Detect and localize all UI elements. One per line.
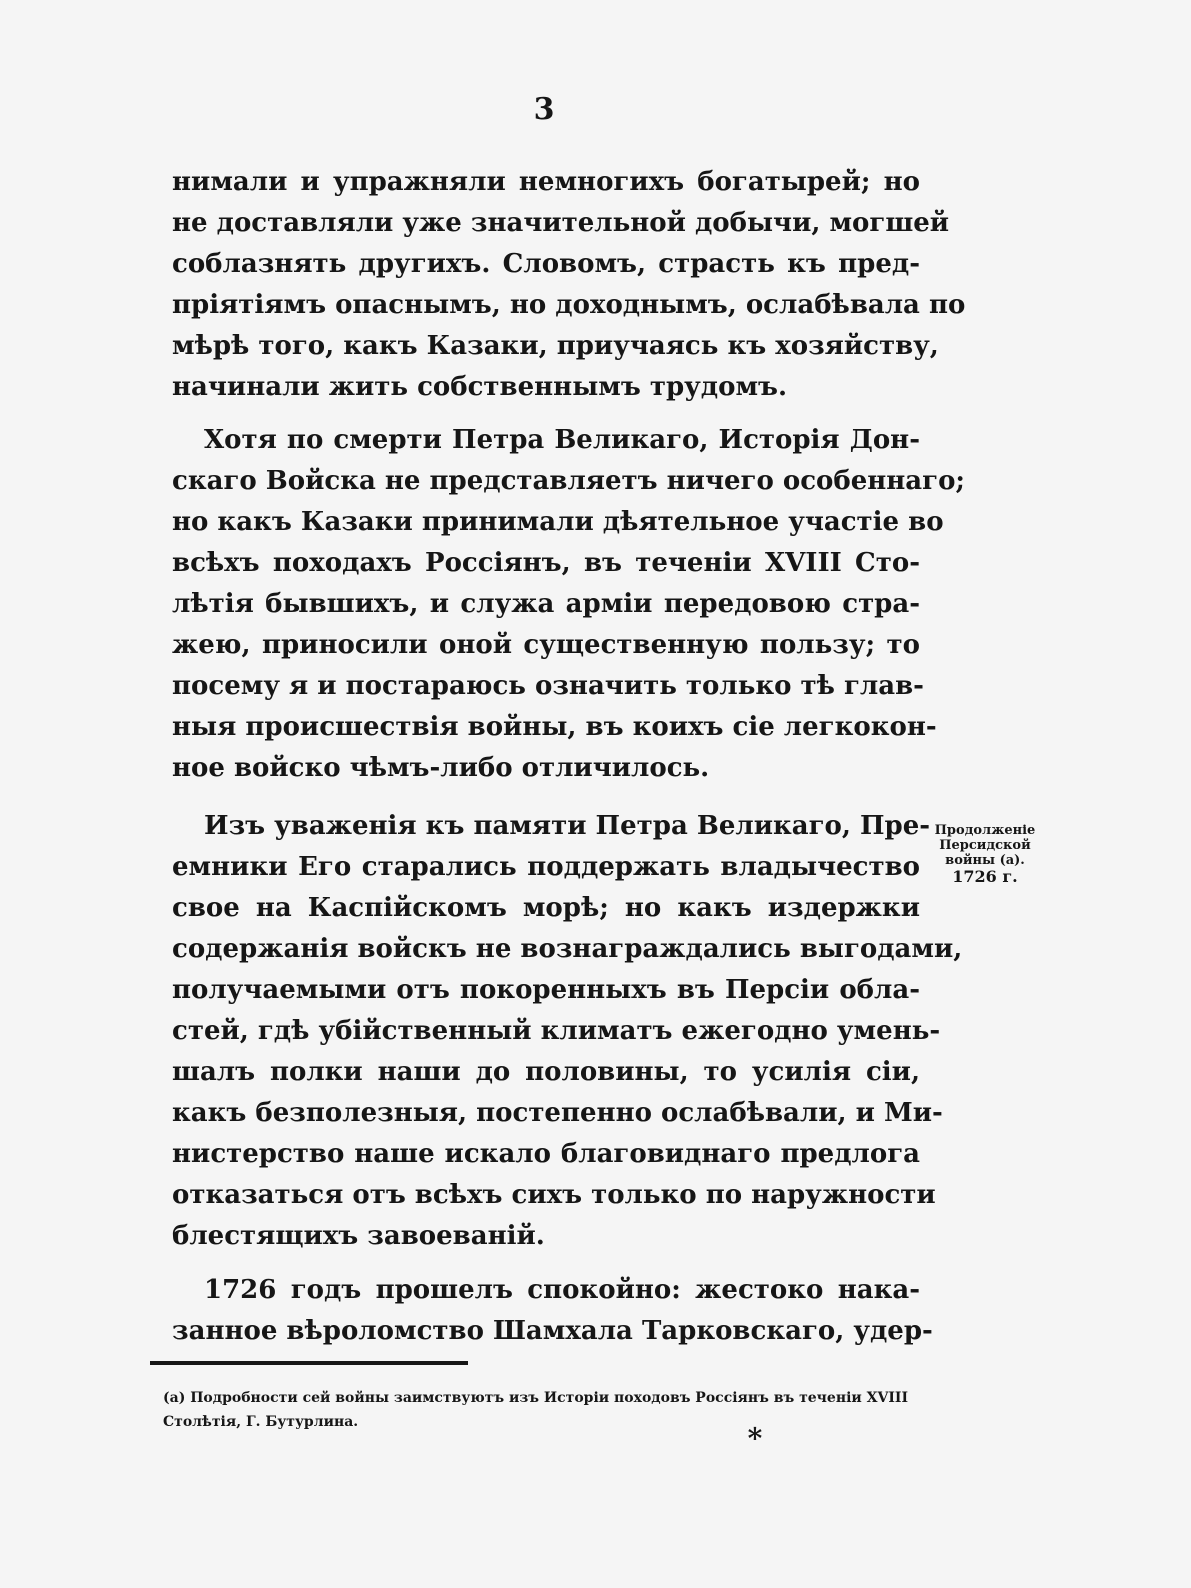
paragraph-line: содержанія войскъ не вознаграждались выгодами,: [172, 934, 963, 964]
paragraph-line: ное войско чѣмъ-либо отличилось.: [172, 753, 710, 783]
paragraph-1: [172, 162, 966, 408]
marginal-note-line: Продолженіе: [934, 823, 1036, 838]
paragraph-line: нистерство наше искало благовиднаго предлога: [172, 1139, 920, 1169]
paragraph-line: лѣтія бывшихъ, и служа арміи передовою стра-: [172, 589, 920, 619]
paragraph-line: Изъ уваженія къ памяти Петра Великаго, Пре-: [204, 811, 931, 841]
paragraph-line: начинали жить собственнымъ трудомъ.: [172, 372, 788, 402]
footnote-divider: [150, 1361, 468, 1365]
paragraph-line: Хотя по смерти Петра Великаго, Исторія Дон-: [204, 425, 920, 455]
paragraph-line: свое на Каспійскомъ морѣ; но какъ издержки: [172, 893, 920, 923]
footnote-line: (а) Подробности сей войны заимствуютъ изъ Исторіи походовъ Россіянъ въ теченіи XVIII: [163, 1390, 909, 1406]
paragraph-line: скаго Войска не представляетъ ничего особеннаго;: [172, 466, 966, 496]
paragraph-line: какъ безполезныя, постепенно ослабѣвали, и Ми-: [172, 1098, 943, 1128]
paragraph-line: пріятіямъ опаснымъ, но доходнымъ, ослабѣвала по: [172, 290, 966, 320]
paragraph-line: посему я и постараюсь означить только тѣ глав-: [172, 671, 924, 701]
paragraph-line: но какъ Казаки принимали дѣятельное участіе во: [172, 507, 944, 537]
paragraph-line: шалъ полки наши до половины, то усилія сіи,: [172, 1057, 920, 1087]
paragraph-line: ныя происшествія войны, въ коихъ сіе легкокон-: [172, 712, 937, 742]
paragraph-line: нимали и упражняли немногихъ богатырей; но: [172, 167, 920, 197]
paragraph-line: всѣхъ походахъ Россіянъ, въ теченіи XVIII Сто-: [172, 548, 920, 578]
marginal-note-year: 1726 г.: [952, 867, 1018, 886]
paragraph-line: соблазнять другихъ. Словомъ, страсть къ пред-: [172, 249, 920, 279]
paragraph-line: отказаться отъ всѣхъ сихъ только по наружности: [172, 1180, 936, 1210]
paragraph-line: занное вѣроломство Шамхала Тарковскаго, удер-: [172, 1316, 933, 1346]
paragraph-line: мѣрѣ того, какъ Казаки, приучаясь къ хозяйству,: [172, 331, 939, 361]
paragraph-line: емники Его старались поддержать владычество: [172, 852, 920, 882]
paragraph-line: жею, приносили оной существенную пользу; то: [172, 630, 920, 660]
marginal-note: [925, 823, 1045, 886]
marginal-note-line: Персидской: [939, 838, 1031, 853]
paragraph-line: 1726 годъ прошелъ спокойно: жестоко нака-: [204, 1275, 920, 1305]
marginal-note-line: войны (а).: [945, 853, 1025, 868]
page-number: 3: [533, 92, 555, 127]
paragraph-line: стей, гдѣ убійственный климатъ ежегодно умень-: [172, 1016, 941, 1046]
footnote-line: Столѣтія, Г. Бутурлина.: [163, 1414, 359, 1430]
paragraph-2: [172, 420, 966, 789]
paragraph-line: получаемыми отъ покоренныхъ въ Персіи обла-: [172, 975, 920, 1005]
paragraph-3: [172, 806, 963, 1257]
paragraph-4: [172, 1270, 933, 1352]
signature-mark: *: [747, 1422, 763, 1455]
paragraph-line: блестящихъ завоеваній.: [172, 1221, 545, 1251]
footnote: [163, 1386, 923, 1434]
paragraph-line: не доставляли уже значительной добычи, могшей: [172, 208, 950, 238]
